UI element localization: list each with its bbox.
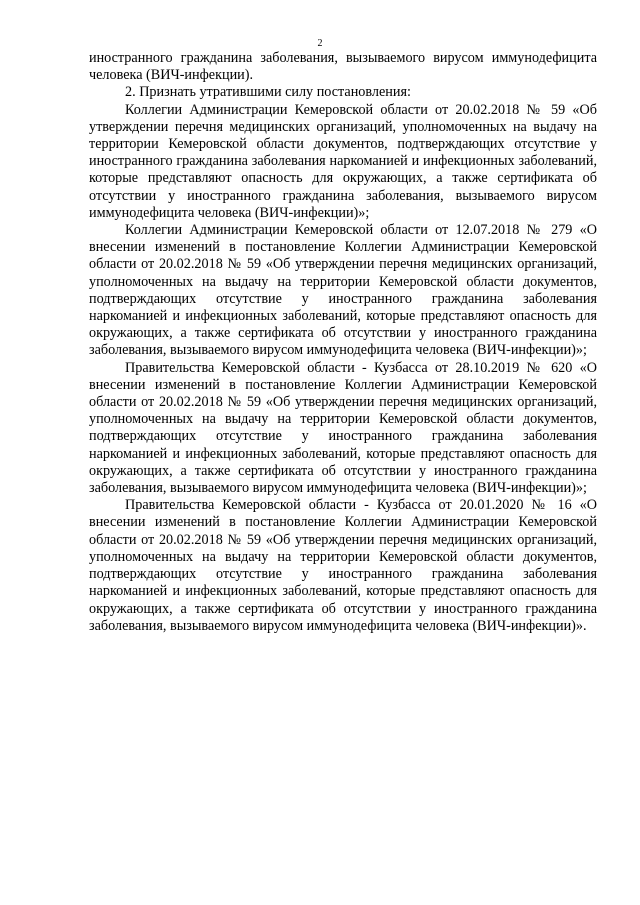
paragraph-decree-59: Коллегии Администрации Кемеровской области от 20.02.2018 № 59 «Об утверждении перечня медицинских организаций, уполномоченных на выдачу на территории Кемеровской области документов, подтверждающих отсутствие у иностранного гражданина заболевания наркоманией и инфекционных заболеваний, которые представляют опасность для окружающих, а также сертификата об отсутствии у иностранного гражданина заболевания, вызываемого вирусом иммунодефицита человека (ВИЧ-инфекции)»; xyxy=(89,101,597,221)
paragraph-decree-16: Правительства Кемеровской области - Кузбасса от 20.01.2020 № 16 «О внесении изменений в постановление Коллегии Администрации Кемеровской области от 20.02.2018 № 59 «Об утверждении перечня медицинских организаций, уполномоченных на выдачу на территории Кемеровской области документов, подтверждающих отсутствие у иностранного гражданина заболевания наркоманией и инфекционных заболеваний, которые представляют опасность для окружающих, а также сертификата об отсутствии у иностранного гражданина заболевания, вызываемого вирусом иммунодефицита человека (ВИЧ-инфекции)». xyxy=(89,497,597,634)
page-number: 2 xyxy=(317,38,323,49)
paragraph-repeal-intro: 2. Признать утратившими силу постановления: xyxy=(125,84,411,101)
paragraph-decree-279: Коллегии Администрации Кемеровской области от 12.07.2018 № 279 «О внесении изменений в постановление Коллегии Администрации Кемеровской области от 20.02.2018 № 59 «Об утверждении перечня медицинских организаций, уполномоченных на выдачу на территории Кемеровской области документов, подтверждающих отсутствие у иностранного гражданина заболевания наркоманией и инфекционных заболеваний, которые представляют опасность для окружающих, а также сертификата об отсутствии у иностранного гражданина заболевания, вызываемого вирусом иммунодефицита человека (ВИЧ-инфекции)»; xyxy=(89,222,597,359)
paragraph-decree-620: Правительства Кемеровской области - Кузбасса от 28.10.2019 № 620 «О внесении изменений в постановление Коллегии Администрации Кемеровской области от 20.02.2018 № 59 «Об утверждении перечня медицинских организаций, уполномоченных на выдачу на территории Кемеровской области документов, подтверждающих отсутствие у иностранного гражданина заболевания наркоманией и инфекционных заболеваний, которые представляют опасность для окружающих, а также сертификата об отсутствии у иностранного гражданина заболевания, вызываемого вирусом иммунодефицита человека (ВИЧ-инфекции)»; xyxy=(89,359,597,497)
document-body xyxy=(89,50,597,635)
paragraph-continuation: иностранного гражданина заболевания, вызываемого вирусом иммунодефицита человека (ВИЧ-инфекции). xyxy=(89,50,597,84)
